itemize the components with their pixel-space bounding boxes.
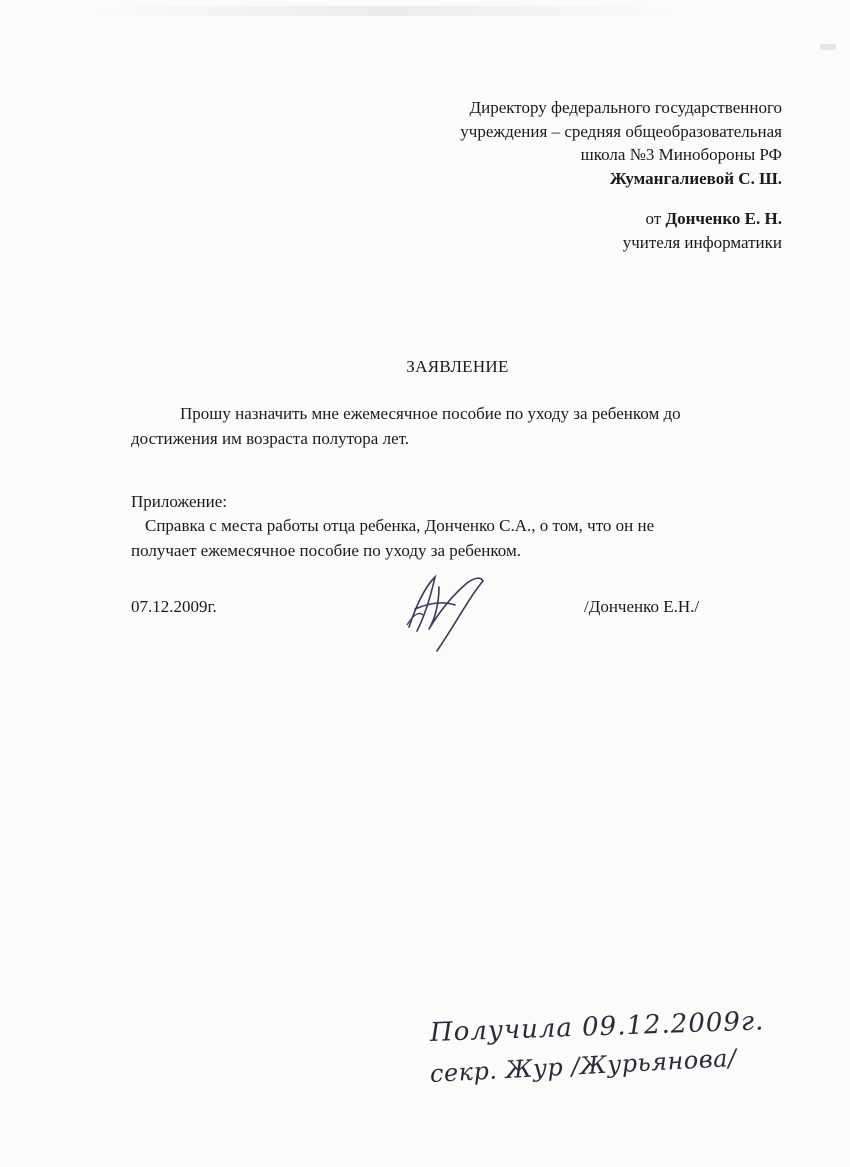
attachment-label: Приложение:: [131, 492, 227, 511]
document-date: 07.12.2009г.: [131, 597, 217, 616]
addressee-line: школа №3 Минобороны РФ: [580, 145, 782, 164]
attachment-text: [131, 513, 654, 563]
signature-mark: [395, 565, 505, 657]
addressee-name: Жумангалиевой С. Ш.: [609, 168, 782, 188]
statement-body: [131, 401, 781, 451]
statement-line: Прошу назначить мне ежемесячное пособие по уходу за ребенком до: [180, 404, 681, 423]
handwritten-received-note: Получила 09.12.2009г.: [429, 1006, 765, 1048]
addressee-block: [460, 96, 782, 190]
sender-prefix: от: [645, 209, 662, 228]
attachment-line: получает ежемесячное пособие по уходу за ребенком.: [131, 541, 521, 560]
document-title: ЗАЯВЛЕНИЕ: [406, 357, 509, 376]
sender-block: [623, 207, 782, 255]
handwritten-secretary-note: секр. Жур /Журьянова/: [429, 1043, 738, 1088]
addressee-line: учреждения – средняя общеобразовательная: [460, 121, 782, 141]
statement-line: достижения им возраста полутора лет.: [131, 429, 410, 448]
signature-name: /Донченко Е.Н./: [584, 597, 700, 616]
addressee-line: Директору федерального государственного: [469, 98, 782, 117]
scan-artifact: [90, 6, 680, 16]
sender-position: учителя информатики: [622, 233, 782, 252]
scan-artifact: [820, 44, 836, 50]
sender-name: Донченко Е. Н.: [665, 209, 782, 228]
attachment-line: Справка с места работы отца ребенка, Донченко С.А., о том, что он не: [145, 516, 655, 535]
